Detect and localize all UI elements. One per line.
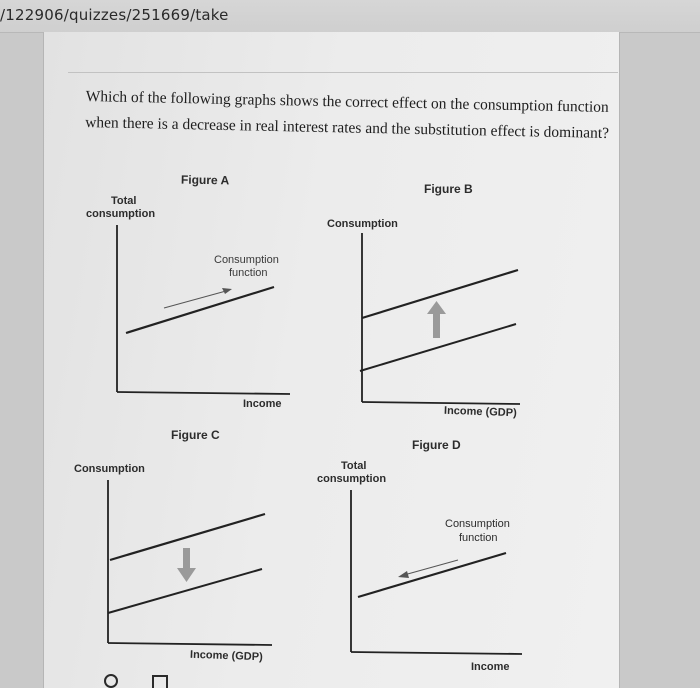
figure-a-y-label-line1: Total: [111, 195, 137, 207]
figure-d-y-label-line1: Total: [341, 460, 367, 472]
figure-d-x-label: Income: [471, 661, 510, 673]
figure-a-shift-arrow: [164, 288, 232, 308]
figure-d-curve-label-line2: function: [459, 532, 498, 544]
figure-a-y-label-line2: consumption: [86, 208, 156, 220]
figure-b-x-label: Income (GDP): [443, 404, 517, 420]
figure-c-x-label: Income (GDP): [189, 648, 263, 664]
url-text[interactable]: /122906/quizzes/251669/take: [0, 6, 229, 24]
figure-a-consumption-line: [126, 287, 274, 333]
circle-icon[interactable]: [104, 674, 118, 688]
figure-d-title: Figure D: [412, 438, 461, 452]
figure-b-axes: [362, 233, 520, 404]
figure-d-axes: [351, 490, 522, 654]
figure-d-consumption-line: [358, 553, 506, 597]
figure-a-x-label: Income: [243, 398, 282, 410]
figure-a-curve-label-line2: function: [229, 267, 268, 279]
figure-a-title: Figure A: [180, 172, 230, 188]
figure-b-title: Figure B: [424, 182, 473, 196]
figure-b-up-arrow: [427, 301, 446, 338]
figure-c-down-arrow: [177, 548, 196, 582]
figure-d-y-label-line2: consumption: [317, 473, 387, 485]
app-icon[interactable]: [152, 675, 168, 688]
figure-c-y-label: Consumption: [74, 463, 145, 475]
figure-d-curve-label-line1: Consumption: [445, 518, 510, 530]
question-text: Which of the following graphs shows the correct effect on the consumption function when there is a decrease in real interest rates and the substitution effect is dominant?: [85, 87, 610, 142]
figure-c-title: Figure C: [171, 428, 220, 442]
figure-a-curve-label-line1: Consumption: [214, 254, 279, 266]
figure-b-y-label: Consumption: [327, 218, 398, 230]
